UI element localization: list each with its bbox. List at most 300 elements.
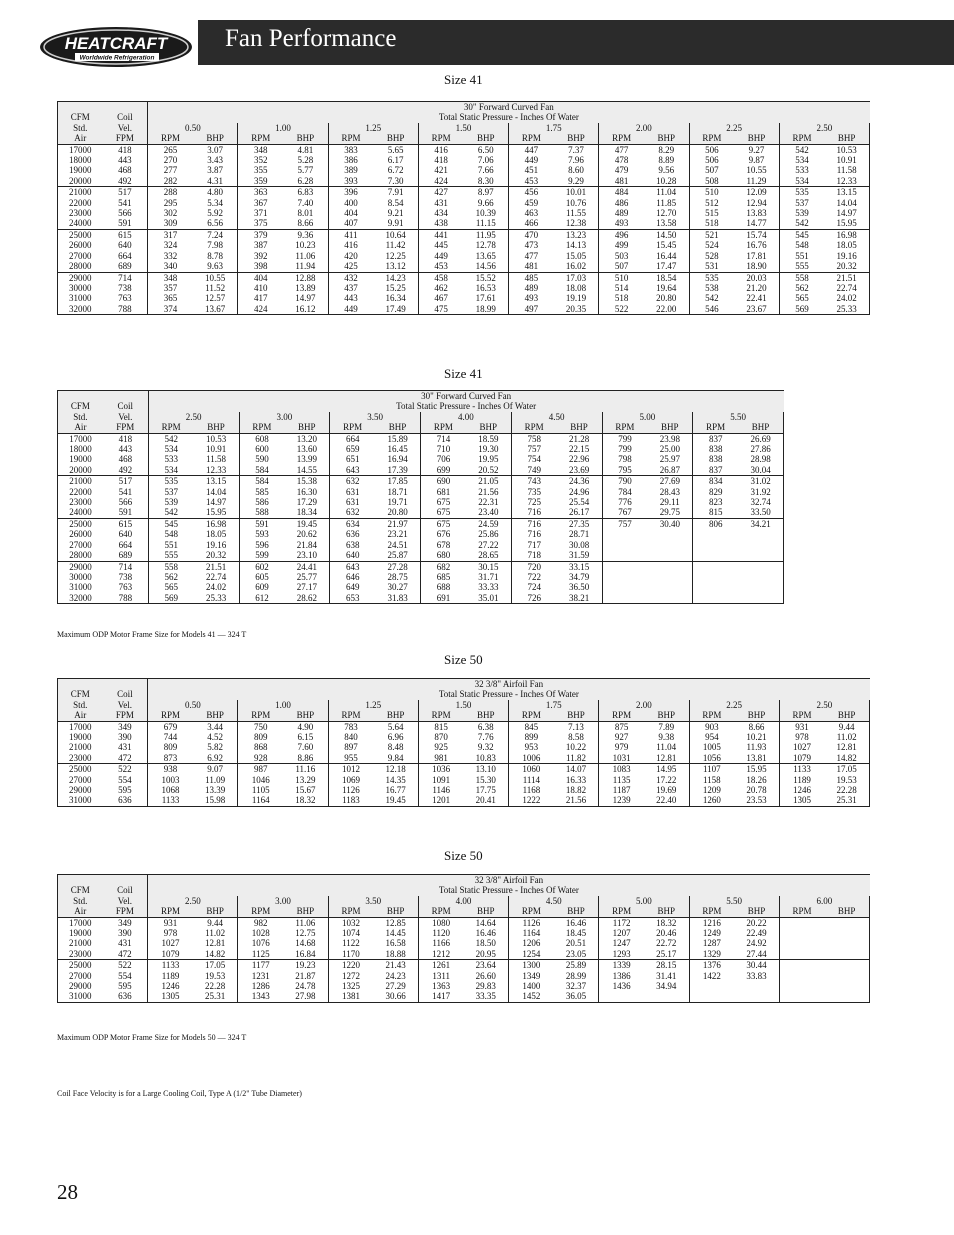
rpm-cell: 636	[345, 529, 360, 540]
bhp-cell: 11.06	[283, 917, 328, 928]
size-label: Size 41	[444, 366, 483, 381]
rpm-cell: 681	[436, 486, 451, 497]
rpm-header: RPM	[328, 133, 373, 144]
rpm-cell: 400	[344, 197, 358, 208]
bhp-cell: 8.30	[463, 176, 508, 187]
rpm-cell: 542	[795, 218, 809, 229]
cfm-cell: 18000	[69, 155, 92, 166]
bhp-cell: 21.87	[283, 971, 328, 981]
rpm-cell: 632	[330, 476, 375, 487]
bhp-cell: 9.44	[193, 917, 238, 928]
rpm-cell: 438	[434, 218, 448, 229]
bhp-cell: 20.80	[375, 507, 420, 518]
bhp-cell: 15.95	[734, 764, 779, 775]
rpm-cell: 539	[164, 497, 178, 508]
bhp-cell: 5.82	[193, 742, 238, 752]
rpm-cell	[602, 561, 647, 572]
bhp-cell: 23.69	[557, 465, 602, 476]
cfm-cell: 32000	[69, 303, 92, 314]
coil-vel-cell: 591	[103, 218, 148, 229]
rpm-cell: 282	[163, 175, 178, 186]
rpm-cell: 799	[618, 444, 632, 455]
pressure-value: 0.50	[148, 700, 238, 710]
pressure-header: Total Static Pressure - Inches Of Water	[148, 689, 870, 699]
rpm-cell: 870	[434, 732, 448, 743]
rpm-cell	[693, 540, 738, 550]
rpm-cell: 542	[148, 433, 193, 444]
cfm-cell: 27000	[69, 970, 92, 981]
bhp-cell: 7.24	[193, 229, 238, 240]
rpm-cell: 432	[328, 272, 373, 283]
bhp-cell: 23.05	[554, 949, 599, 960]
bhp-header: BHP	[554, 906, 599, 917]
bhp-header: BHP	[375, 422, 420, 433]
coil-vel-cell: 418	[103, 433, 148, 444]
table-row	[58, 550, 784, 561]
rpm-cell: 1189	[161, 970, 180, 981]
rpm-cell: 1126	[509, 917, 554, 928]
rpm-cell: 1339	[599, 960, 644, 971]
coil-vel-cell: 554	[103, 971, 148, 981]
bhp-cell: 22.31	[466, 497, 511, 507]
bhp-cell: 14.68	[283, 938, 328, 948]
bhp-cell: 13.23	[554, 229, 599, 240]
rpm-cell: 815	[418, 721, 463, 732]
rpm-cell: 954	[705, 732, 719, 743]
size-label: Size 50	[444, 652, 483, 667]
bhp-cell: 20.41	[463, 795, 508, 806]
rpm-cell: 359	[253, 175, 268, 186]
rpm-cell: 1287	[702, 938, 721, 949]
bhp-cell: 29.75	[647, 507, 692, 518]
bhp-cell: 18.32	[644, 917, 689, 928]
rpm-cell: 928	[253, 752, 268, 763]
rpm-cell: 510	[689, 187, 734, 198]
rpm-cell: 678	[436, 539, 451, 550]
rpm-cell: 453	[434, 261, 448, 272]
cfm-cell: 27000	[69, 250, 92, 261]
bhp-cell: 6.38	[463, 721, 508, 732]
rpm-cell: 1183	[342, 795, 360, 806]
bhp-cell: 16.46	[463, 928, 508, 938]
rpm-cell: 352	[253, 155, 268, 166]
pressure-value: 1.00	[238, 123, 328, 133]
rpm-cell: 507	[705, 165, 719, 176]
rpm-cell: 1166	[432, 938, 451, 949]
rpm-cell: 489	[524, 282, 539, 293]
rpm-cell: 497	[524, 303, 539, 314]
bhp-cell	[734, 981, 779, 991]
rpm-cell: 539	[795, 208, 809, 219]
bhp-cell: 19.71	[375, 497, 420, 507]
bhp-cell: 22.40	[644, 795, 689, 806]
bhp-cell: 4.90	[283, 721, 328, 732]
cfm-cell: 31000	[69, 991, 92, 1002]
bhp-cell: 5.28	[283, 155, 328, 165]
bhp-cell: 10.91	[824, 155, 869, 165]
rpm-cell: 427	[418, 187, 463, 198]
bhp-cell: 4.81	[283, 144, 328, 155]
rpm-cell: 424	[434, 175, 448, 186]
rpm-cell: 477	[524, 250, 539, 261]
bhp-cell: 9.27	[734, 144, 779, 155]
bhp-cell: 33.83	[734, 971, 779, 981]
rpm-cell	[693, 550, 738, 561]
bhp-cell	[738, 561, 783, 572]
rpm-header: RPM	[421, 422, 466, 433]
bhp-cell	[647, 540, 692, 550]
bhp-header: BHP	[193, 906, 238, 917]
cfm-cell: 21000	[69, 938, 92, 949]
bhp-cell: 19.53	[824, 775, 869, 785]
bhp-cell: 12.25	[373, 251, 418, 261]
bhp-cell: 24.36	[557, 476, 602, 487]
coil-vel-cell: 788	[103, 304, 148, 315]
bhp-header: BHP	[193, 133, 238, 144]
cfm-cell: 23000	[69, 948, 92, 959]
table-row	[58, 208, 870, 218]
pressure-value: 2.00	[599, 123, 689, 133]
rpm-cell: 548	[164, 529, 178, 540]
rpm-cell: 1343	[251, 991, 270, 1002]
bhp-cell: 15.25	[373, 283, 418, 293]
bhp-cell: 30.40	[647, 518, 692, 529]
bhp-cell: 9.38	[644, 732, 689, 742]
bhp-cell: 12.81	[193, 938, 238, 948]
bhp-cell: 19.23	[283, 960, 328, 971]
rpm-cell: 600	[255, 444, 269, 455]
bhp-cell: 22.00	[644, 304, 689, 315]
bhp-cell: 11.52	[193, 283, 238, 293]
bhp-cell: 13.99	[284, 454, 329, 464]
bhp-header: BHP	[463, 133, 508, 144]
rpm-cell: 387	[253, 240, 268, 251]
rpm-cell: 533	[795, 165, 809, 176]
rpm-cell: 437	[344, 282, 358, 293]
coil-vel-cell: 615	[103, 229, 148, 240]
rpm-cell	[599, 991, 644, 1002]
bhp-cell: 25.89	[554, 960, 599, 971]
pressure-header: Total Static Pressure - Inches Of Water	[148, 112, 870, 122]
rpm-cell: 1293	[612, 948, 631, 959]
table-row	[58, 971, 870, 981]
rpm-cell: 1126	[342, 785, 360, 796]
rpm-cell: 1164	[251, 795, 270, 806]
rpm-cell: 676	[436, 529, 451, 540]
bhp-cell: 25.97	[647, 454, 692, 464]
table-row	[58, 732, 870, 742]
rpm-cell: 484	[599, 187, 644, 198]
rpm-cell	[602, 540, 647, 550]
bhp-cell	[738, 572, 783, 582]
rpm-cell: 569	[795, 303, 809, 314]
coil-vel-cell: 443	[103, 444, 148, 454]
bhp-cell: 13.60	[284, 444, 329, 454]
bhp-cell: 10.28	[644, 176, 689, 187]
bhp-cell: 5.64	[373, 721, 418, 732]
rpm-cell	[779, 938, 824, 948]
rpm-cell: 720	[511, 561, 556, 572]
bhp-cell: 30.27	[375, 582, 420, 592]
coil-vel-cell: 636	[103, 795, 148, 806]
bhp-cell: 12.33	[824, 176, 869, 187]
bhp-cell: 11.15	[463, 218, 508, 229]
bhp-cell: 20.32	[824, 261, 869, 272]
fpm-header: FPM	[103, 422, 148, 433]
bhp-cell	[647, 550, 692, 561]
bhp-cell: 25.77	[284, 572, 329, 582]
rpm-cell: 838	[708, 444, 723, 455]
cfm-cell: 21000	[58, 476, 103, 487]
rpm-cell: 407	[344, 218, 358, 229]
rpm-cell: 503	[614, 250, 629, 261]
rpm-cell: 535	[779, 187, 824, 198]
rpm-cell: 1012	[328, 764, 373, 775]
rpm-header: RPM	[148, 710, 193, 721]
bhp-cell: 20.80	[644, 293, 689, 303]
cfm-cell: 30000	[69, 571, 92, 582]
bhp-cell: 10.55	[734, 165, 779, 175]
bhp-cell: 5.34	[193, 198, 238, 208]
bhp-cell: 27.29	[373, 981, 418, 991]
bhp-cell: 11.09	[193, 775, 238, 785]
table-row	[58, 785, 870, 795]
rpm-cell: 612	[255, 592, 269, 603]
rpm-cell: 551	[795, 250, 809, 261]
cfm-header: CFM	[58, 112, 103, 122]
cfm-cell: 31000	[69, 293, 92, 304]
rpm-cell: 449	[524, 155, 539, 166]
coil-vel-cell: 595	[103, 785, 148, 795]
pressure-value: 2.25	[689, 123, 779, 133]
rpm-cell: 724	[527, 582, 541, 593]
coil-vel-cell: 468	[103, 165, 148, 175]
rpm-cell: 434	[434, 208, 448, 219]
bhp-cell: 12.09	[734, 187, 779, 198]
cfm-cell: 24000	[69, 507, 92, 518]
bhp-cell: 20.62	[284, 529, 329, 539]
rpm-cell: 489	[614, 208, 629, 219]
cfm-cell: 26000	[69, 240, 92, 251]
bhp-cell: 14.77	[734, 218, 779, 229]
cfm-cell: 23000	[69, 497, 92, 508]
bhp-cell: 22.74	[824, 283, 869, 293]
rpm-cell: 555	[164, 550, 178, 561]
table-row	[58, 917, 870, 928]
bhp-cell: 26.60	[463, 971, 508, 981]
rpm-cell: 1031	[612, 752, 631, 763]
rpm-cell: 1027	[793, 742, 812, 753]
bhp-cell: 17.29	[284, 497, 329, 507]
bhp-cell: 20.35	[554, 304, 599, 315]
bhp-cell: 34.79	[557, 572, 602, 582]
bhp-cell: 30.08	[557, 540, 602, 550]
rpm-cell: 411	[328, 229, 373, 240]
coil-vel-cell: 566	[103, 497, 148, 507]
bhp-cell: 31.92	[738, 487, 783, 497]
rpm-cell: 1247	[612, 938, 631, 949]
fan-type: 30" Forward Curved Fan	[148, 102, 870, 113]
cfm-cell: 27000	[69, 539, 92, 550]
table-row	[58, 775, 870, 785]
rpm-cell: 716	[527, 529, 541, 540]
rpm-cell: 1006	[522, 752, 541, 763]
cfm-cell: 32000	[69, 592, 92, 603]
rpm-cell: 834	[693, 476, 738, 487]
rpm-cell: 467	[434, 293, 448, 304]
rpm-cell: 651	[345, 454, 360, 465]
rpm-cell: 499	[614, 240, 629, 251]
bhp-cell: 18.32	[283, 795, 328, 806]
cfm-cell: 21000	[58, 187, 103, 198]
bhp-cell: 8.54	[373, 198, 418, 208]
cfm-cell: 19000	[69, 454, 92, 465]
rpm-cell: 1032	[328, 917, 373, 928]
rpm-cell: 506	[689, 144, 734, 155]
rpm-cell: 562	[164, 571, 178, 582]
rpm-cell: 1133	[161, 795, 180, 806]
rpm-cell: 1083	[599, 764, 644, 775]
rpm-cell: 265	[148, 144, 193, 155]
rpm-cell: 485	[509, 272, 554, 283]
table-row	[58, 283, 870, 293]
cfm-cell: 29000	[69, 981, 92, 992]
rpm-cell: 1300	[509, 960, 554, 971]
bhp-header: BHP	[193, 710, 238, 721]
bhp-cell: 11.85	[644, 198, 689, 208]
bhp-cell: 3.87	[193, 165, 238, 175]
coil-vel-cell: 541	[103, 487, 148, 497]
rpm-cell: 659	[345, 444, 360, 455]
bhp-header: BHP	[466, 422, 511, 433]
rpm-cell	[779, 991, 824, 1002]
rpm-cell: 784	[618, 486, 632, 497]
coil-vel-cell: 664	[103, 251, 148, 261]
bhp-cell: 21.51	[824, 272, 869, 283]
bhp-cell: 12.75	[283, 928, 328, 938]
bhp-cell: 6.15	[283, 732, 328, 742]
table-row	[58, 949, 870, 960]
bhp-cell: 17.39	[375, 465, 420, 476]
bhp-cell: 12.70	[644, 208, 689, 218]
bhp-cell: 13.65	[463, 251, 508, 261]
rpm-cell: 451	[524, 165, 539, 176]
bhp-cell: 5.92	[193, 208, 238, 218]
rpm-header: RPM	[689, 906, 734, 917]
bhp-cell: 20.51	[554, 938, 599, 948]
rpm-cell: 699	[436, 464, 451, 475]
coil-vel-cell: 468	[103, 454, 148, 464]
bhp-cell: 28.62	[284, 593, 329, 604]
bhp-cell: 21.28	[557, 433, 602, 444]
rpm-cell: 383	[328, 144, 373, 155]
coil-vel-cell: 595	[103, 981, 148, 991]
bhp-cell: 16.84	[283, 949, 328, 960]
bhp-cell	[738, 529, 783, 539]
coil-vel-cell: 640	[103, 529, 148, 539]
rpm-cell: 1436	[612, 981, 631, 992]
rpm-cell	[693, 561, 738, 572]
bhp-cell: 6.50	[463, 144, 508, 155]
bhp-cell: 13.81	[734, 753, 779, 764]
bhp-cell: 25.33	[194, 593, 239, 604]
rpm-cell: 534	[164, 444, 178, 455]
bhp-cell: 21.51	[194, 561, 239, 572]
rpm-cell	[602, 593, 647, 604]
bhp-cell: 14.95	[644, 764, 689, 775]
rpm-cell: 1206	[522, 938, 541, 949]
rpm-cell: 675	[436, 497, 451, 508]
vel-header: Vel.	[103, 412, 148, 422]
table-row	[58, 465, 784, 476]
bhp-cell: 15.67	[283, 785, 328, 795]
bhp-header: BHP	[554, 133, 599, 144]
rpm-cell: 1220	[328, 960, 373, 971]
rpm-cell: 981	[434, 752, 448, 763]
bhp-cell: 13.15	[824, 187, 869, 198]
bhp-cell: 8.66	[734, 721, 779, 732]
rpm-cell: 931	[779, 721, 824, 732]
bhp-cell: 6.92	[193, 753, 238, 764]
rpm-cell: 441	[418, 229, 463, 240]
rpm-header: RPM	[689, 133, 734, 144]
bhp-cell: 24.51	[375, 540, 420, 550]
bhp-cell: 25.87	[375, 550, 420, 561]
bhp-cell: 22.28	[824, 785, 869, 795]
bhp-cell	[647, 572, 692, 582]
cfm-cell: 17000	[58, 721, 103, 732]
bhp-cell: 22.96	[557, 454, 602, 464]
heatcraft-logo	[39, 26, 193, 68]
rpm-cell: 875	[599, 721, 644, 732]
rpm-cell: 418	[434, 155, 448, 166]
rpm-cell: 593	[255, 529, 269, 540]
rpm-cell: 534	[795, 175, 809, 186]
bhp-cell	[738, 593, 783, 604]
rpm-cell: 1177	[238, 960, 283, 971]
rpm-cell: 706	[436, 454, 451, 465]
rpm-cell: 486	[614, 197, 629, 208]
rpm-cell: 542	[779, 144, 824, 155]
rpm-cell: 1187	[612, 785, 631, 796]
rpm-header: RPM	[238, 710, 283, 721]
bhp-cell: 11.95	[463, 229, 508, 240]
bhp-cell: 31.71	[466, 572, 511, 582]
rpm-cell: 288	[148, 187, 193, 198]
bhp-header: BHP	[557, 422, 602, 433]
bhp-cell: 23.53	[734, 795, 779, 806]
bhp-cell: 7.40	[283, 198, 328, 208]
bhp-cell: 19.19	[554, 293, 599, 303]
bhp-cell: 15.30	[463, 775, 508, 785]
rpm-cell: 754	[527, 454, 541, 465]
rpm-cell: 309	[163, 218, 178, 229]
rpm-cell: 462	[434, 282, 448, 293]
rpm-cell: 545	[779, 229, 824, 240]
cfm-cell: 19000	[69, 165, 92, 176]
rpm-cell: 710	[436, 444, 451, 455]
bhp-cell: 18.90	[734, 261, 779, 272]
bhp-header: BHP	[734, 710, 779, 721]
rpm-cell: 537	[795, 197, 809, 208]
bhp-cell: 7.06	[463, 155, 508, 165]
bhp-cell: 32.37	[554, 981, 599, 991]
cfm-cell: 23000	[69, 208, 92, 219]
coil-vel-cell: 390	[103, 732, 148, 742]
coil-vel-cell: 349	[103, 721, 148, 732]
rpm-cell	[779, 960, 824, 971]
rpm-cell: 493	[614, 218, 629, 229]
